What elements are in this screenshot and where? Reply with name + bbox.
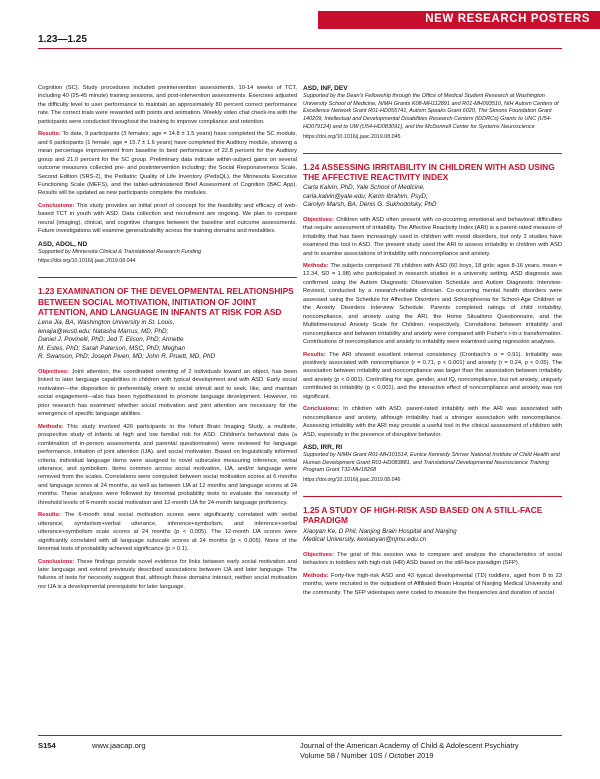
objectives-paragraph [303, 551, 562, 568]
results-paragraph [303, 351, 562, 402]
results-text: The ARI showed excellent internal consistency (Cronbach's α = 0.91). Irritability was positively associated with noncompliance (r = 0.71, p < 0.001) and anxiety (r = 0.24, p < 0.05). The association between irritability and noncompliance was larger than the association between irritability and anxiety (p < 0.001). Controlling for age, gender, and IQ, noncompliance, but not anxiety, uniquely contributed to irritability (p < 0.001), and the interactive effect of noncompliance and anxiety was not significant. [303, 351, 562, 400]
author-line: Carla Kalvin, PhD, Yale School of Medicine, [303, 183, 425, 191]
methods-paragraph [38, 423, 297, 508]
author-line: lenajia@wustl.edu; Natasha Marrus, MD, PhD; [38, 327, 169, 335]
objectives-text: The goal of this session was to compare and analyze the characteristics of social behaviors in toddlers with high-risk (HR) ASD based on the still-face paradigm (SFP). [303, 551, 563, 567]
page-number: S154 [38, 741, 56, 750]
author-line: Carolyn Marsh, BA; Denis G. Sukhodolsky, PhD [303, 201, 437, 209]
right-column [303, 84, 562, 601]
keywords: ASD, INF, DEV [303, 85, 348, 92]
objectives-label: Objectives: [303, 216, 334, 223]
objectives-label: Objectives: [303, 551, 334, 558]
objectives-paragraph [303, 216, 562, 258]
results-paragraph [38, 511, 297, 553]
footer-divider [38, 735, 562, 736]
left-column [38, 84, 297, 595]
methods-paragraph [303, 262, 562, 347]
results-text: The 6-month total social motivation scores were significantly correlated with verbal utterance, symbolism+verbal utterance, inference+symbolism, and inference+verbal utterance+symbolism scale scores at 24 months (p < 0.005). The 12-month IJA scores were significantly correlated with all language subscale scores at 24 months (p < 0.005). None of the binomial tests of probability achieved significance (p > 0.1). [38, 512, 297, 553]
intro-paragraph: Cognition (SC). Study procedures included preintervention assessments, 10-14 weeks of TCT, including 40 (25-45 minute) training sessions, and post-intervention assessments. Exercises adjusted the difficulty level to user performance to maintain an approximately 80 percent correct performance rate. The correct trials were rewarded with points and animation. Weekly video chat check-ins with the participants were conducted throughout the training to improve compliance and retention. [38, 85, 297, 125]
author-line: carla.kalvin@yale.edu; Karim Ibrahim, PsyD; [303, 192, 428, 200]
methods-text: The subjects comprised 78 children with ASD (60 boys, 18 girls; ages 8-16 years, mean = 12.34, SD = 1.98) who participated in research studies in a university setting. ASD diagnosis was confirmed using the Autism Diagnostic Observation Schedule and Autism Diagnostic Interview-Revised, conducted by a research-reliable clinician. Co-occurring mental health disorders were assessed using the Schedule for Affective Disorders and Schizophrenia for School-Age Children or the Anxiety Disorders Interview Schedule. Parents completed ratings of child irritability, noncompliance, and anxiety using the ARI, the Home Situations Questionnaire, and the Multidimensional Anxiety Scale for Children, respectively. Correlations between irritability and noncompliance and between irritability and anxiety were compared with Fisher's r-to-z transformation. Contributions of noncompliance and anxiety to irritability were examined using regression analyses. [303, 262, 563, 346]
abstract-title-1-25: 1.25 A STUDY OF HIGH-RISK ASD BASED ON A STILL-FACE PARADIGM [303, 505, 543, 526]
abstract-range: 1.23—1.25 [38, 34, 87, 45]
section-divider [303, 153, 562, 154]
results-label: Results: [303, 351, 326, 358]
conclusions-label: Conclusions: [303, 406, 340, 413]
author-line: R. Swanson, PhD; Joseph Piven, MD; John R. Pruett, MD, PhD [38, 353, 216, 361]
results-text: To date, 9 participants (3 females; age = 14.8 ± 1.5 years) have completed the SC module, and 6 participants (1 female; age = 15.7 ± 1.6 years) have completed the Auditory module, showing a mean percentage improvement from baseline to best performance of 22.8 percent for the Auditory group and 21.0 percent for the SC group. Preliminary data indicate within-subject gains on several outcome measures collected pre- and postintervention including: the Social Responsiveness Scale, Second Edition (SRS-2), the Pediatric Quality of Life Inventory (PedsQL), the Minnesota Executive Functioning Scale (MEFS), and the tablet-administered Brief Assessment of Cognition (BAC App). Results will be updated as new participants complete the modules. [38, 131, 297, 197]
conclusions-paragraph [303, 405, 562, 439]
author-line: Lena Jia, BA, Washington University in St. Louis, [38, 319, 175, 327]
conclusions-label: Conclusions: [38, 558, 75, 565]
objectives-label: Objectives: [38, 368, 69, 375]
methods-text: Forty-five high-risk ASD and 43 typical developmental (TD) toddlers, aged from 8 to 23 months, were recruited in the outpatient of Affiliated Brain Hospital of Nanjing Medical University and the community. The SFP videotapes were coded to measure the frequencies and duration of social [303, 572, 562, 596]
conclusions-paragraph [38, 558, 297, 592]
results-label: Results: [38, 131, 61, 138]
author-line: M. Estes, PhD; Sarah Paterson, MSC, PhD; Meghan [38, 344, 185, 352]
journal-name: Journal of the American Academy of Child & Adolescent Psychiatry [300, 741, 519, 750]
support-note: Supported by Minnesota Clinical & Translational Research Funding [38, 248, 202, 255]
conclusions-paragraph [38, 202, 297, 236]
author-line: Xiaoyan Ke, D Phil, Nanjing Brain Hospital and Nanjing [303, 527, 457, 535]
journal-issue: Volume 58 / Number 10S / October 2019 [300, 750, 434, 760]
doi-link[interactable]: https://doi.org/10.1016/j.jaac.2019.08.046 [303, 477, 401, 484]
support-note: Supported by NIMH Grant R01-MH101514, Eunice Kennedy Shriver National Institute of Child Health and Human Development Grant R01-HD083881, and Translational Developmental Neuroscience Training Program Grant T32-MH18268 [303, 452, 560, 474]
section-banner [318, 11, 600, 29]
conclusions-text: This study provides an initial proof of concept for the feasibility and efficacy of web-based TCT in youth with ASD. Data collection and recruitment are ongoing. We plan to compare neural (imaging), clinical, and cognitive changes between the baseline and outcome assessments. Future investigations will examine generalizability across the training domains and modalities. [38, 202, 297, 235]
banner-label: NEW RESEARCH POSTERS [425, 13, 590, 25]
methods-label: Methods: [303, 572, 329, 579]
keywords: ASD, IRR, RI [303, 444, 343, 452]
objectives-paragraph [38, 368, 297, 419]
methods-paragraph [303, 572, 562, 597]
support-note: Supported by the Dean's Fellowship through the Office of Medical Student Research at Washington University School of Medicine, NIMH Grants K08-MH112891 and R01-MH093510, NIH Autism Centers of Excellence Network Grant R01-HD055741, Autism Speaks Grant 6020, The Simons Foundation Grant 140209, Intellectual and Developmental Disabilities Research Centers (IDDRCs) Grants to UNC (U54-HD079124) and to UW (U54-HD083091), and the McDonnell Center for Systems Neuroscience [303, 93, 559, 130]
results-paragraph [38, 130, 297, 198]
objectives-text: Children with ASD often present with co-occurring emotional and behavioral difficulties that require assessment of irritability. The Affective Reactivity Index (ARI) is a parent-rated measure of irritability that has been increasingly used in children with mood disorders, but only 2 studies have examined this tool in ASD. The present study used the ARI to assess irritability in children with ASD and to examine associations of irritability with noncompliance and anxiety. [303, 216, 562, 257]
conclusions-text: These findings provide novel evidence for links between early social motivation and later language and extend previously described associations between IJA and later language. The failures of tests for necessity suggest that, although these domains interact, neither social motivation nor IJA is a developmental prerequisite for later language. [38, 558, 297, 590]
objectives-text: Joint attention, the coordinated orienting of 2 individuals toward an object, has been linked to later language capabilities in children with typical development and with ASD. Early social motivation—the disposition to preferentially orient to social stimuli and to seek, like, and maintain social engagement—also has been hypothesized to promote language development. However, no prior research has examined whether social motivation and joint attention are necessary for the emergence of specific language abilities. [38, 368, 297, 418]
header-divider [38, 48, 562, 49]
doi-link[interactable]: https://doi.org/10.1016/j.jaac.2019.08.044 [38, 258, 136, 265]
methods-label: Methods: [38, 423, 64, 430]
author-line: Medical University, kexiaoyan@njmu.edu.cn [303, 536, 427, 544]
section-divider [38, 277, 297, 278]
abstract-title-1-23: 1.23 EXAMINATION OF THE DEVELOPMENTAL RELATIONSHIPS BETWEEN SOCIAL MOTIVATION, INITIATION OF JOINT ATTENTION, AND LANGUAGE IN INFANTS AT RISK FOR ASD [38, 286, 294, 317]
conclusions-text: In children with ASD, parent-rated irritability with the ARI was associated with noncompliance and anxiety, although irritability had a stronger association with noncompliance. Assessing irritability with the ARI may provide a useful tool in the clinical assessment of children with ASD, especially in the presence of disruptive behavior. [303, 406, 562, 438]
methods-label: Methods: [303, 262, 329, 269]
website-link[interactable]: www.jaacap.org [92, 741, 146, 750]
keywords: ASD, ADOL, ND [38, 240, 88, 248]
doi-link[interactable]: https://doi.org/10.1016/j.jaac.2019.08.045 [303, 133, 401, 140]
abstract-title-1-24: 1.24 ASSESSING IRRITABILITY IN CHILDREN WITH ASD USING THE AFFECTIVE REACTIVITY INDEX [303, 161, 555, 182]
results-label: Results: [38, 512, 61, 519]
journal-citation [300, 741, 519, 760]
methods-text: This study involved 426 participants in the Infant Brain Imaging Study, a multisite, prospective study of infants at high and low familial risk for ASD. Children's behavioral data (a combination of in-person assessments and parental questionnaires) were reviewed for language performance, initiation of joint attention (IJA), and social motivation. Based on linguistically informed criteria, individual language items were assigned to novel subscales measuring inference, verbal utterance, and symbolism. Items common across social motivation, IJA, and/or language were removed from the scales. Correlations were computed between social motivation scores at 6 months and language scores at 24 months, as well as between IJA at 12 months and language scores at 24 months. These analyses were followed by binomial probability tests to evaluate the necessity of threshold levels of 6-month social motivation and 12-month IJA for 24-month language proficiency. [38, 423, 297, 506]
author-line: Daniel J. Povinelli, PhD; Jed T. Elison, PhD; Annette [38, 336, 184, 344]
conclusions-label: Conclusions: [38, 202, 75, 209]
section-divider [303, 496, 562, 497]
